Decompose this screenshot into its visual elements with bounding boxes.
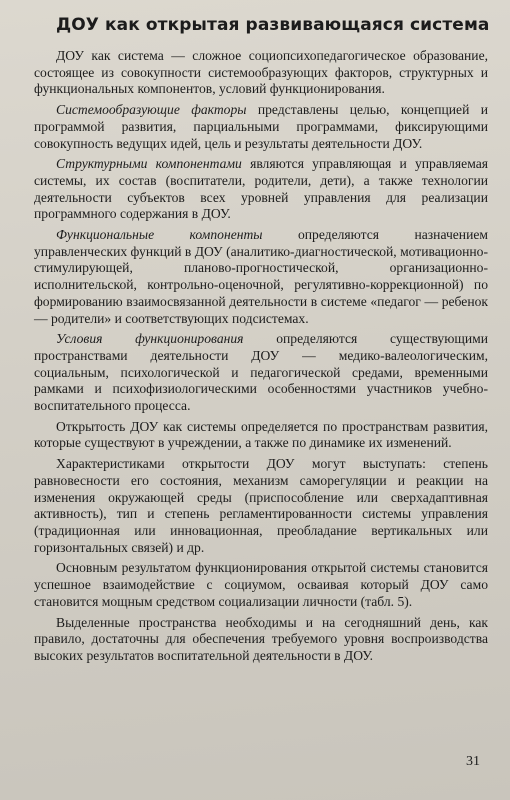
page-number: 31 (466, 754, 480, 769)
paragraph (34, 456, 488, 556)
paragraph (34, 331, 488, 415)
paragraph-text: Основным результатом функционирования открытой системы становится успешное взаимодействие с социумом, осваивая который ДОУ само становится мощным средством социализации личности (табл. 5). (34, 560, 488, 609)
paragraph-text: определяются назначением управленческих функций в ДОУ (аналитико-диагностической, мотивационно-стимулирующей, планово-прогностической, организационно-исполнительской, контрольно-оценочной, регулятивно-коррекционной) по формированию взаимосвязанной деятельности в системе «педагог — ребенок — родители» и соответствующих подсистемах. (34, 227, 488, 326)
paragraph-text: Характеристиками открытости ДОУ могут выступать: степень равновесности его состояния, механизм саморегуляции и реакции на изменения окружающей среды (приспособление или сверхадаптивная активность), тип и степень регламентированности системы управления (традиционная или инновационная, преобладание вертикальных или горизонтальных связей) и др. (34, 456, 488, 555)
paragraph-lead: Функциональные компоненты (56, 227, 263, 243)
paragraph-text: представлены целью, концепцией и программой развития, парциальными программами, фиксирующими совокупность ведущих идей, цель и результаты деятельности ДОУ. (34, 102, 488, 151)
body-text (34, 48, 488, 665)
paragraph (34, 615, 488, 665)
paragraph-lead: Структурными компонентами (56, 156, 242, 172)
paragraph (34, 102, 488, 152)
paragraph (34, 560, 488, 610)
paragraph (34, 227, 488, 327)
paragraph (34, 419, 488, 452)
paragraph-lead: Системообразующие факторы (56, 102, 247, 118)
paragraph-text: являются управляющая и управляемая системы, их состав (воспитатели, родители, дети), а также технологии деятельности субъектов всех уровней управления для реализации программного содержания в ДОУ. (34, 156, 488, 222)
paragraph-text: ДОУ как система — сложное социопсихопедагогическое образование, состоящее из совокупности системообразующих факторов, структурных и функциональных компонентов, условий функционирования. (34, 48, 488, 97)
page-title: ДОУ как открытая развивающаяся система (56, 15, 490, 35)
paragraph (34, 48, 488, 98)
paragraph (34, 156, 488, 223)
paragraph-text: определяются существующими пространствами деятельности ДОУ — медико-валеологическим, социальным, психологической и педагогической средами, временными рамками и психофизиологическими особенностями участников учебно-воспитательного процесса. (34, 331, 488, 414)
paragraph-lead: Условия функционирования (56, 331, 244, 347)
paragraph-text: Открытость ДОУ как системы определяется по пространствам развития, которые существуют в учреждении, а также по динамике их изменений. (34, 418, 488, 451)
paragraph-text: Выделенные пространства необходимы и на сегодняшний день, как правило, достаточны для обеспечения требуемого уровня воспроизводства высоких результатов воспитательной деятельности в ДОУ. (34, 614, 488, 663)
